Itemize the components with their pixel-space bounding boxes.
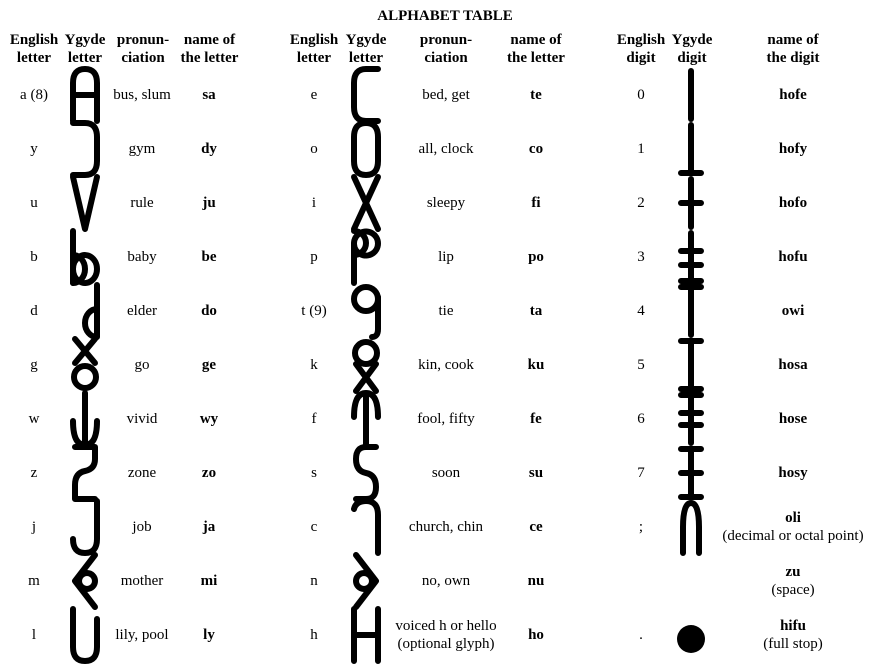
pronunciation: elder [127,303,157,319]
pronunciation: mother [120,573,164,589]
pronunciation: tie [438,303,454,319]
letter-name: ly [203,627,215,643]
letter-name: do [201,303,217,319]
letter-name: ja [202,519,216,535]
digit-name: hosy [778,465,808,481]
english-digit: 6 [637,411,645,427]
digit-name-note: (full stop) [763,636,823,652]
english-digit: 5 [637,357,645,373]
letter-name: co [528,141,544,157]
pronunciation: lip [438,249,454,265]
digit-name-note: (decimal or octal point) [722,528,864,544]
pronunciation: lily, pool [115,627,169,643]
header-letter-name-2: name of the letter [507,32,565,66]
header-ygyde-letter-2: Ygyde letter [345,32,387,66]
digit-1-glyph [679,123,703,175]
letter-name: fe [530,411,542,427]
english-letter: h [310,627,318,643]
pronunciation: bus, slum [113,87,171,103]
digit-name: hose [778,411,808,427]
header-english-digit: English digit [616,32,666,66]
digit-name: oli [785,510,801,526]
pronunciation: vivid [126,411,158,427]
english-letter: c [310,519,318,535]
pronunciation: no, own [421,573,471,589]
letter-name: fi [531,195,541,211]
e-glyph [354,69,378,121]
letter-name: ge [201,357,217,373]
english-digit: 2 [637,195,645,211]
digit-2-glyph [679,177,703,229]
pronunciation: baby [127,249,157,265]
letter-name: ho [528,627,544,643]
pronunciation: kin, cook [418,357,474,373]
english-digit: 3 [637,249,645,265]
english-letter: w [28,411,40,427]
digit-3-glyph [679,231,703,283]
english-letter: a (8) [20,87,48,103]
english-letter: k [310,357,318,373]
i-glyph [354,177,378,229]
letter-name: ce [529,519,543,535]
h-glyph [354,609,378,661]
digit-name: hofy [778,141,808,157]
letter-name: zo [201,465,217,481]
pronunciation: bed, get [422,87,470,103]
letter-name: ta [529,303,543,319]
letter-name: mi [200,573,218,589]
letter-name: wy [199,411,219,427]
header-english-letter-2: English letter [289,32,339,66]
digit-name: hofu [778,249,808,265]
pronunciation: job [132,519,152,535]
english-letter: p [310,249,318,265]
t-glyph [354,285,378,337]
digit-4-glyph [679,285,703,337]
pronunciation: soon [431,465,461,481]
english-digit: . [639,627,643,643]
s-glyph [354,447,378,499]
english-digit: 4 [637,303,645,319]
english-digit: 1 [637,141,645,157]
digit-name: owi [781,303,805,319]
english-letter: t (9) [301,303,327,319]
letter-name: be [201,249,217,265]
digit-name: zu [785,564,801,580]
english-letter: g [30,357,38,373]
letter-name: po [528,249,544,265]
pronunciation: voiced h or hello (optional glyph) [395,618,497,652]
k-glyph [354,339,378,391]
o-glyph [354,123,378,175]
english-letter: l [31,627,37,643]
f-glyph [354,393,378,445]
full-stop-glyph [679,609,703,661]
letter-name: nu [527,573,545,589]
pronunciation: rule [130,195,154,211]
header-pronunciation-2: pronun- ciation [419,32,473,66]
digit-0-glyph [679,69,703,121]
digit-name: hofo [778,195,808,211]
english-letter: d [30,303,38,319]
english-letter: j [31,519,37,535]
pronunciation: gym [128,141,156,157]
english-letter: m [28,573,40,589]
english-letter: n [310,573,318,589]
header-english-letter: English letter [9,32,59,66]
digit-name: hosa [778,357,808,373]
header-digit-name: name of the digit [766,32,820,66]
letter-name: sa [202,87,216,103]
c-glyph [354,501,378,553]
pronunciation: sleepy [426,195,466,211]
letter-name: ku [527,357,545,373]
pronunciation: fool, fifty [417,411,475,427]
letter-name: dy [201,141,217,157]
digit-name: hofe [779,87,807,103]
p-glyph [354,231,378,283]
digit-name: hifu [780,618,806,634]
english-letter: b [30,249,38,265]
header-ygyde-letter: Ygyde letter [64,32,106,66]
english-digit: 0 [637,87,645,103]
english-letter: f [311,411,317,427]
point-glyph [679,501,703,553]
english-letter: y [30,141,38,157]
pronunciation: go [134,357,150,373]
pronunciation: church, chin [408,519,484,535]
digit-6-glyph [679,393,703,445]
english-digit: ; [638,519,644,535]
digit-name-note: (space) [771,582,815,598]
pronunciation: all, clock [418,141,474,157]
letter-name: te [530,87,542,103]
english-letter: s [311,465,317,481]
english-letter: i [311,195,317,211]
space-glyph [679,555,703,607]
header-letter-name: name of the letter [180,32,239,66]
english-letter: z [30,465,38,481]
letter-name: su [528,465,544,481]
english-letter: o [310,141,318,157]
english-letter: u [30,195,38,211]
digit-5-glyph [679,339,703,391]
digit-7-glyph [679,447,703,499]
table-title: ALPHABET TABLE [377,8,513,24]
n-glyph [354,555,378,607]
english-letter: e [310,87,318,103]
pronunciation: zone [127,465,157,481]
english-digit: 7 [637,465,645,481]
letter-name: ju [202,195,216,211]
header-ygyde-digit: Ygyde digit [671,32,713,66]
header-pronunciation: pronun- ciation [116,32,170,66]
